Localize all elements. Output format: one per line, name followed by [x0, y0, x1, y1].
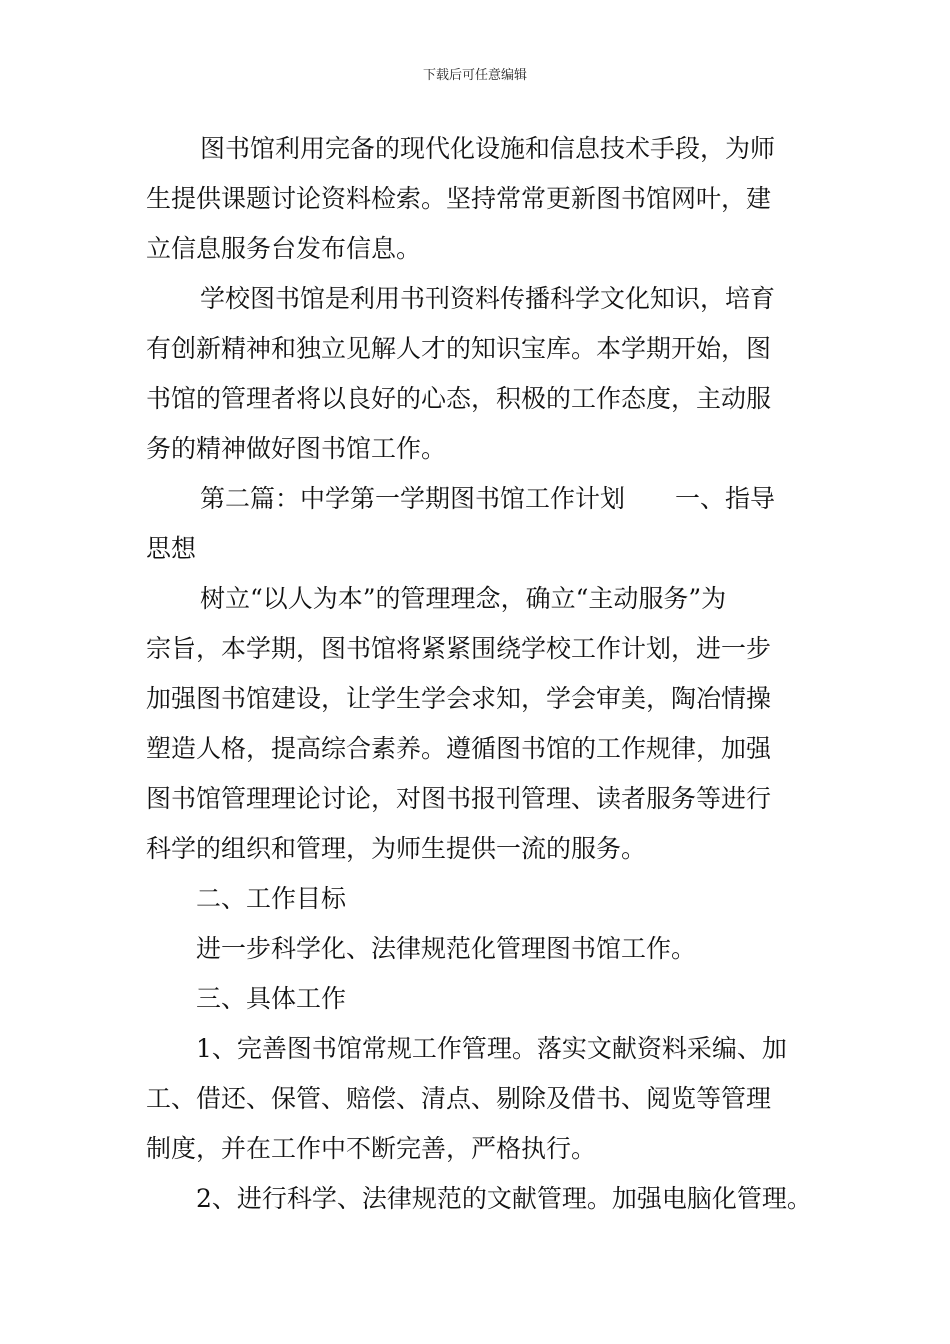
section-heading	[146, 974, 808, 1024]
text-line: 图书馆利用完备的现代化设施和信息技术手段，为师	[200, 134, 776, 163]
text-line: 宗旨，本学期，图书馆将紧紧围绕学校工作计划，进一步	[146, 634, 772, 663]
paragraph	[146, 274, 808, 474]
text-line: 2、进行科学、法律规范的文献管理。加强电脑化管理。	[196, 1184, 812, 1213]
section-title	[146, 474, 808, 574]
text-line: 进一步科学化、法律规范化管理图书馆工作。	[196, 934, 697, 963]
page-header: 下载后可任意编辑	[422, 68, 527, 83]
paragraph	[146, 574, 808, 874]
text-line: 三、具体工作	[196, 984, 347, 1013]
text-line: 立信息服务台发布信息。	[146, 234, 422, 263]
text-line: 树立“以人为本”的管理理念，确立“主动服务”为	[200, 584, 727, 613]
text-line: 制度，并在工作中不断完善，严格执行。	[146, 1134, 597, 1163]
paragraph	[146, 1174, 812, 1224]
text-line: 第二篇：中学第一学期图书馆工作计划 一、指导	[200, 484, 776, 513]
text-line: 学校图书馆是利用书刊资料传播科学文化知识，培育	[200, 284, 776, 313]
text-line: 书馆的管理者将以良好的心态，积极的工作态度，主动服	[146, 384, 772, 413]
text-line: 加强图书馆建设，让学生学会求知，学会审美，陶冶情操	[146, 684, 772, 713]
document-body	[146, 124, 812, 1224]
text-line: 生提供课题讨论资料检索。坚持常常更新图书馆网叶，建	[146, 184, 772, 213]
paragraph	[146, 924, 808, 974]
text-line: 图书馆管理理论讨论，对图书报刊管理、读者服务等进行	[146, 784, 772, 813]
text-line: 务的精神做好图书馆工作。	[146, 434, 447, 463]
text-line: 1、完善图书馆常规工作管理。落实文献资料采编、加	[196, 1034, 787, 1063]
text-line: 科学的组织和管理，为师生提供一流的服务。	[146, 834, 647, 863]
paragraph	[146, 1024, 808, 1174]
text-line: 工、借还、保管、赔偿、清点、剔除及借书、阅览等管理	[146, 1084, 772, 1113]
text-line: 二、工作目标	[196, 884, 347, 913]
text-line: 塑造人格，提高综合素养。遵循图书馆的工作规律，加强	[146, 734, 772, 763]
paragraph	[146, 124, 808, 274]
text-line: 思想	[146, 534, 197, 563]
text-line: 有创新精神和独立见解人才的知识宝库。本学期开始，图	[146, 334, 772, 363]
section-heading	[146, 874, 808, 924]
